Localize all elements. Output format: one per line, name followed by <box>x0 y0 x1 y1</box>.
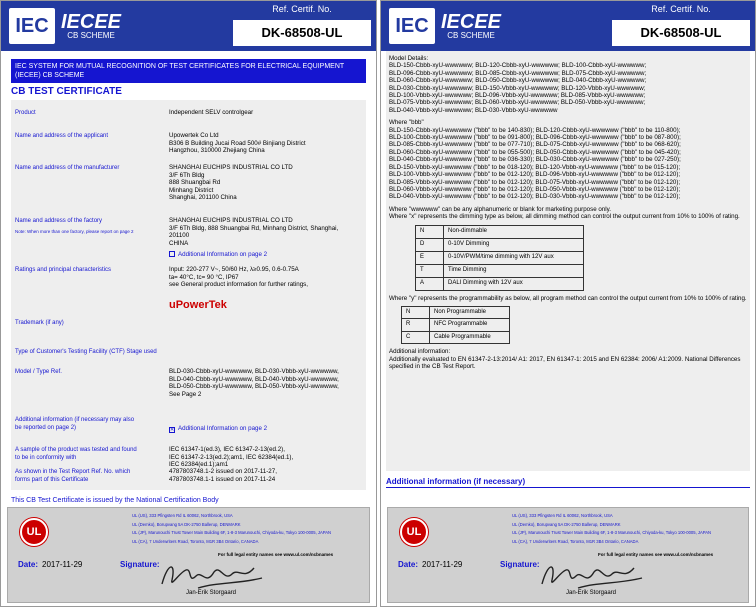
divider <box>386 487 750 488</box>
iecee-logo <box>9 7 121 45</box>
additional-info-text: Additionally evaluated to EN 61347-2-13:2014/ A1: 2017, EN 61347-1: 2015 and EN 62384: 2006/ A1:2009. National Differences specified in the CB Test Report. <box>389 355 741 370</box>
bbb-line: BLD-060-Cbbb-xyU-wwwwww ("bbb" to be 055-500); BLD-050-Cbbb-xyU-wwwwww ("bbb" to be 045-420); <box>389 148 681 156</box>
iecee-system-band: IEC SYSTEM FOR MUTUAL RECOGNITION OF TEST CERTIFICATES FOR ELECTRICAL EQUIPMENT (IECEE) CB SCHEME <box>11 59 366 83</box>
manufacturer-label: Name and address of the manufacturer <box>15 165 120 171</box>
bbb-line: BLD-100-Vbbb-xyU-wwwwww ("bbb" to be 012-120); BLD-096-Vbbb-xyU-wwwwww ("bbb" to be 012-120); <box>389 171 681 179</box>
report-label: As shown in the Test Report Ref. No. which forms part of this Certificate <box>15 469 131 483</box>
sample-label: A sample of the product was tested and found to be in conformity with <box>15 447 137 461</box>
signer-name: Jan-Erik Storgaard <box>186 590 237 596</box>
model-line: BLD-040-Vbbb-xyU-wwwwww; BLD-030-Vbbb-xyU-wwwwww <box>389 106 558 114</box>
wwwwww-text: Where "wwwwww" can be any alphanumeric or blank for marketing purpose only. <box>389 205 611 213</box>
address-us: UL (US), 333 Pfingsten Rd IL 60062, Northbrook, USA <box>132 513 233 518</box>
table-row <box>416 238 584 251</box>
iecee-logo <box>389 7 501 45</box>
bbb-line: BLD-060-Vbbb-xyU-wwwwww ("bbb" to be 012-120); BLD-050-Vbbb-xyU-wwwwww ("bbb" to be 012-120); <box>389 185 681 193</box>
certificate-page-1 <box>0 0 377 607</box>
product-value: Independent SELV controlgear <box>169 109 254 116</box>
bbb-title: Where "bbb" <box>389 119 424 127</box>
legal-entity-note: For full legal entity names see www.ul.com/ncbnames <box>598 552 714 557</box>
x-dimming-text: Where "x" represents the dimming type as below, all dimming method can control the output current from 10% to 100% of rating. <box>389 213 740 221</box>
ref-certif-box <box>611 1 751 49</box>
legal-entity-note: For full legal entity names see www.ul.com/ncbnames <box>218 552 334 557</box>
factory-addinfo <box>169 251 369 259</box>
dimming-desc: Non-dimmable <box>444 225 584 238</box>
table-row <box>402 319 510 331</box>
address-jp: UL (JP), Marunouchi Trust Tower Main Building 6F, 1-8-3 Marunouchi, Chiyoda-ku, Tokyo 100-0005, JAPAN <box>512 530 712 535</box>
program-desc: Cable Programmable <box>430 331 510 343</box>
certificate-footer <box>387 507 749 603</box>
programmability-table <box>401 306 510 344</box>
iec-logo-text: IEC <box>389 8 435 44</box>
iec-logo-text: IEC <box>9 8 55 44</box>
bbb-line: BLD-040-Cbbb-xyU-wwwwww ("bbb" to be 036-330); BLD-030-Cbbb-xyU-wwwwww ("bbb" to be 027-250); <box>389 156 681 164</box>
table-row <box>416 264 584 277</box>
product-label: Product <box>15 110 36 116</box>
model-details-title: Model Details: <box>389 55 429 62</box>
iecee-logo-text: IECEE <box>441 11 502 33</box>
additional-info-heading: Additional information (if necessary) <box>386 477 526 486</box>
trademark-label: Trademark (if any) <box>15 320 64 326</box>
dimming-code: D <box>416 238 444 251</box>
dimming-table <box>415 225 584 291</box>
model-line: BLD-030-Cbbb-xyU-wwwwww; BLD-150-Vbbb-xyU-wwwwww; BLD-120-Vbbb-xyU-wwwwww; <box>389 84 646 92</box>
signature-label: Signature: <box>120 560 160 569</box>
address-ca: UL (CA), 7 Underwriters Road, Toronto, M1R 3B4 Ontario, CANADA <box>132 538 259 544</box>
date-label: Date: <box>398 560 419 569</box>
addinfo-value-text: Additional Information on page 2 <box>178 425 268 432</box>
certificate-footer <box>7 507 370 603</box>
certificate-page-2 <box>380 0 756 607</box>
bbb-line: BLD-100-Cbbb-xyU-wwwwww ("bbb" to be 091-800); BLD-096-Cbbb-xyU-wwwwww ("bbb" to be 087-800); <box>389 134 681 142</box>
factory-addinfo-text: Additional Information on page 2 <box>178 251 268 258</box>
date-field <box>18 560 82 569</box>
dimming-code: E <box>416 251 444 264</box>
ref-certif-label: Ref. Certif. No. <box>232 1 372 17</box>
signature-label: Signature: <box>500 560 540 569</box>
bbb-line: BLD-040-Vbbb-xyU-wwwwww ("bbb" to be 012-120); BLD-030-Vbbb-xyU-wwwwww ("bbb" to be 012-120); <box>389 193 681 201</box>
ctf-label: Type of Customer's Testing Facility (CTF) Stage used <box>15 349 157 355</box>
dimming-code: N <box>416 225 444 238</box>
program-code: N <box>402 306 430 318</box>
ul-logo: UL <box>20 518 48 546</box>
model-details-body <box>386 51 750 471</box>
checkbox-checked-icon: ✕ <box>170 427 175 433</box>
model-line: BLD-075-Vbbb-xyU-wwwwww; BLD-060-Vbbb-xyU-wwwwww; BLD-050-Vbbb-xyU-wwwwww; <box>389 99 646 107</box>
dimming-desc: 0-10V Dimming <box>444 238 584 251</box>
brand-logo-text: uPowerTek <box>169 299 227 311</box>
address-ca: UL (CA), 7 Underwriters Road, Toronto, M1R 3B4 Ontario, CANADA <box>512 538 639 544</box>
table-row <box>416 225 584 238</box>
ncb-addresses <box>132 512 372 546</box>
bbb-line: BLD-150-Cbbb-xyU-wwwwww ("bbb" to be 140-830); BLD-120-Cbbb-xyU-wwwwww ("bbb" to be 110-800); <box>389 126 681 134</box>
dimming-code: A <box>416 277 444 290</box>
certificate-form <box>11 100 366 490</box>
table-row <box>402 331 510 343</box>
ncb-addresses <box>512 512 752 546</box>
factory-value: SHANGHAI EUCHIPS INDUSTRIAL CO LTD 3/F 6Th Bldg, 888 Shuangbai Rd, Minhang District, Shanghai, 201100 CHINA <box>169 217 339 247</box>
checkbox-icon <box>169 251 175 257</box>
model-line: BLD-100-Vbbb-xyU-wwwwww; BLD-096-Vbbb-xyU-wwwwww; BLD-085-Vbbb-xyU-wwwwww; <box>389 92 646 100</box>
program-code: R <box>402 319 430 331</box>
ref-certif-label: Ref. Certif. No. <box>611 1 751 17</box>
table-row <box>416 251 584 264</box>
upowertek-brand-logo <box>169 299 227 311</box>
sample-value: IEC 61347-1(ed.3), IEC 61347-2-13(ed.2), IEC 61347-2-13(ed.2);am1, IEC 62384(ed.1), IEC 62384(ed.1);am1 <box>169 446 294 468</box>
model-line: BLD-150-Cbbb-xyU-wwwwww; BLD-120-Cbbb-xyU-wwwwww; BLD-100-Cbbb-xyU-wwwwww; <box>389 62 647 70</box>
applicant-value: Upowertek Co Ltd B306 B Building Jucai Road 500# Binjiang District Hangzhou, 310000 Zhejiang China <box>169 132 306 154</box>
ratings-value: Input: 220-277 V~, 50/60 Hz, λ≥0.95, 0.6-0.75A ta= 40°C, tc= 90 °C, IP67 see General product information for further ratings, <box>169 266 308 288</box>
signer-name: Jan-Erik Storgaard <box>566 590 617 596</box>
program-desc: Non Programmable <box>430 306 510 318</box>
ref-certif-box <box>232 1 372 49</box>
issued-by-text: This CB Test Certificate is issued by the National Certification Body <box>11 497 219 504</box>
dimming-desc: DALI Dimming with 12V aux <box>444 277 584 290</box>
address-jp: UL (JP), Marunouchi Trust Tower Main Building 6F, 1-8-3 Marunouchi, Chiyoda-ku, Tokyo 100-0005, JAPAN <box>132 530 332 535</box>
table-row <box>402 306 510 318</box>
addinfo-label: Additional information (if necessary may also be reported on page 2) <box>15 417 135 431</box>
ul-logo: UL <box>400 518 428 546</box>
report-value: 4787803748.1-2 issued on 2017-11-27, 4787803748.1-1 issued on 2017-11-24 <box>169 468 277 483</box>
date-value: 2017-11-29 <box>42 560 83 569</box>
date-label: Date: <box>18 560 39 569</box>
address-demko: UL (Demko), Borupvang 5A DK-2750 Ballerup, DENMARK <box>512 521 621 527</box>
ratings-label: Ratings and principal characteristics <box>15 267 112 273</box>
factory-note: Note: When more than one factory, please report on page 2 <box>15 229 134 234</box>
model-line: BLD-096-Cbbb-xyU-wwwwww; BLD-085-Cbbb-xyU-wwwwww; BLD-075-Cbbb-xyU-wwwwww; <box>389 69 647 77</box>
model-line: BLD-060-Cbbb-xyU-wwwwww; BLD-050-Cbbb-xyU-wwwwww; BLD-040-Cbbb-xyU-wwwwww; <box>389 77 647 85</box>
header-bar <box>1 1 376 51</box>
header-bar <box>381 1 755 51</box>
ref-certif-value: DK-68508-UL <box>611 19 751 47</box>
cb-test-certificate-title: CB TEST CERTIFICATE <box>11 86 122 97</box>
cb-scheme-text: CB SCHEME <box>67 31 115 40</box>
manufacturer-value: SHANGHAI EUCHIPS INDUSTRIAL CO LTD 3/F 6Th Bldg 888 Shuangbai Rd Minhang District Shanghai, 201100 China <box>169 164 293 201</box>
applicant-label: Name and address of the applicant <box>15 133 109 139</box>
dimming-code: T <box>416 264 444 277</box>
bbb-line: BLD-085-Cbbb-xyU-wwwwww ("bbb" to be 077-710); BLD-075-Cbbb-xyU-wwwwww ("bbb" to be 068-620); <box>389 141 681 149</box>
table-row <box>416 277 584 290</box>
dimming-desc: 0-10V/PWM/time dimming with 12V aux <box>444 251 584 264</box>
cb-scheme-text: CB SCHEME <box>447 31 495 40</box>
model-label: Model / Type Ref. <box>15 369 62 375</box>
bbb-line: BLD-085-Vbbb-xyU-wwwwww ("bbb" to be 012-120); BLD-075-Vbbb-xyU-wwwwww ("bbb" to be 012-120); <box>389 178 681 186</box>
addinfo-value <box>169 425 369 433</box>
model-lines <box>389 62 747 114</box>
ref-certif-value: DK-68508-UL <box>232 19 372 47</box>
iecee-logo-text: IECEE <box>61 11 122 33</box>
bbb-line: BLD-150-Vbbb-xyU-wwwwww ("bbb" to be 018-120); BLD-120-Vbbb-xyU-wwwwww ("bbb" to be 015-120); <box>389 163 681 171</box>
additional-info-title: Additional information: <box>389 348 451 356</box>
bbb-lines <box>389 127 747 201</box>
date-value: 2017-11-29 <box>422 560 463 569</box>
date-field <box>398 560 462 569</box>
address-demko: UL (Demko), Borupvang 5A DK-2750 Ballerup, DENMARK <box>132 521 241 527</box>
factory-label: Name and address of the factory <box>15 218 103 224</box>
y-program-text: Where "y" represents the programmability as below, all program method can control the output current from 10% to 100% of rating. <box>389 294 747 302</box>
program-code: C <box>402 331 430 343</box>
program-desc: NFC Programmable <box>430 319 510 331</box>
dimming-desc: Time Dimming <box>444 264 584 277</box>
address-us: UL (US), 333 Pfingsten Rd IL 60062, Northbrook, USA <box>512 513 613 518</box>
model-value: BLD-030-Cbbb-xyU-wwwwww, BLD-030-Vbbb-xyU-wwwwww, BLD-040-Cbbb-xyU-wwwwww, BLD-040-Vbbb-xyU-wwwwww, BLD-050-Cbbb-xyU-wwwwww, BLD-050-Vbbb-xyU-wwwwww, See Page 2 <box>169 368 339 398</box>
